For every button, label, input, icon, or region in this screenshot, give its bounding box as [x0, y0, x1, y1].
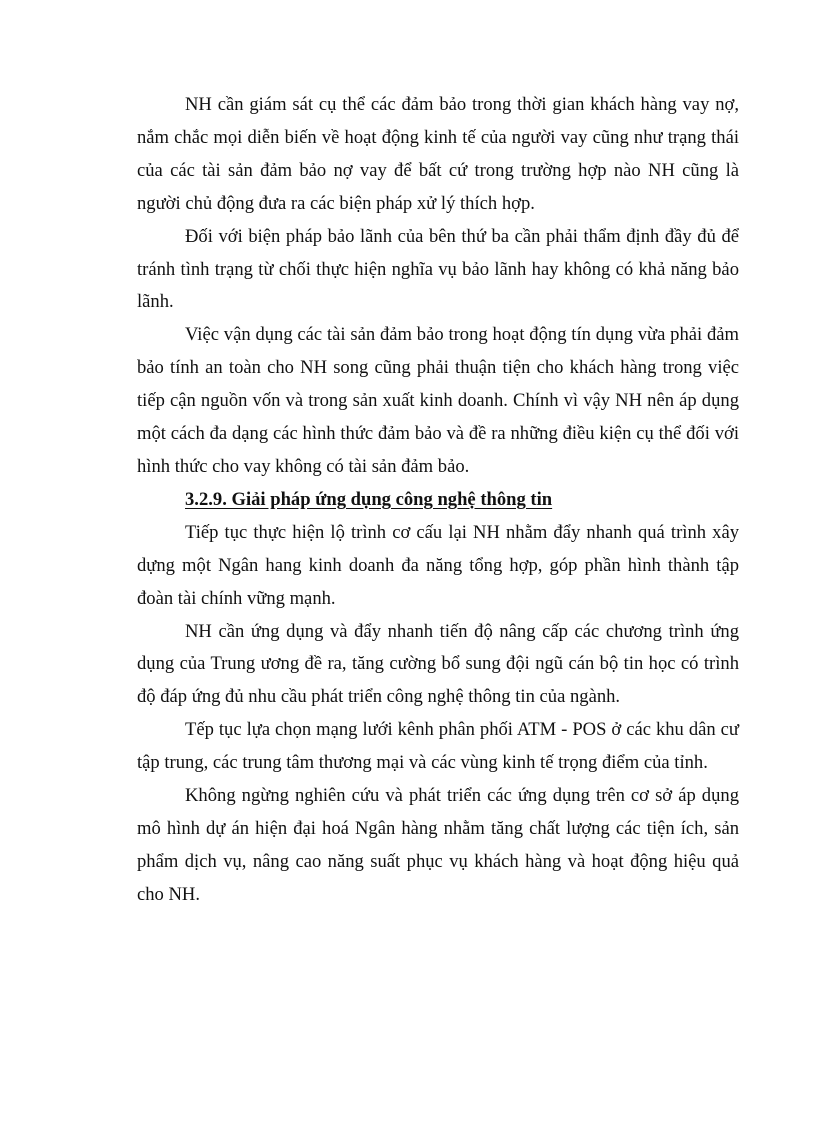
paragraph-collateral-supervision: NH cần giám sát cụ thể các đảm bảo trong thời gian khách hàng vay nợ, nắm chắc mọi diễn biến về hoạt động kinh tế của người vay cũng như trạng thái của các tài sản đảm bảo nợ vay để bất cứ trong trường hợp nào NH cũng là người chủ động đưa ra các biện pháp xử lý thích hợp. [137, 94, 739, 214]
paragraph-collateral-application: Việc vận dụng các tài sản đảm bảo trong hoạt động tín dụng vừa phải đảm bảo tính an toàn cho NH song cũng phải thuận tiện cho khách hàng trong việc tiếp cận nguồn vốn và trong sản xuất kinh doanh. Chính vì vậy NH nên áp dụng một cách đa dạng các hình thức đảm bảo và đề ra những điều kiện cụ thể đối với hình thức cho vay không có tài sản đảm bảo. [137, 324, 739, 477]
paragraph-third-party-guarantee: Đối với biện pháp bảo lãnh của bên thứ ba cần phải thẩm định đầy đủ để tránh tình trạng từ chối thực hiện nghĩa vụ bảo lãnh hay không có khả năng bảo lãnh. [137, 225, 739, 313]
paragraph-restructuring: Tiếp tục thực hiện lộ trình cơ cấu lại NH nhằm đẩy nhanh quá trình xây dựng một Ngân hang kinh doanh đa năng tổng hợp, góp phần hình thành tập đoàn tài chính vững mạnh. [137, 521, 739, 609]
document-body [137, 89, 739, 912]
paragraph-upgrade-programs: NH cần ứng dụng và đẩy nhanh tiến độ nâng cấp các chương trình ứng dụng của Trung ương đề ra, tăng cường bổ sung đội ngũ cán bộ tin học có trình độ đáp ứng đủ nhu cầu phát triển công nghệ thông tin của ngành. [137, 620, 739, 708]
paragraph-modernization: Không ngừng nghiên cứu và phát triển các ứng dụng trên cơ sở áp dụng mô hình dự án hiện đại hoá Ngân hàng nhằm tăng chất lượng các tiện ích, sản phẩm dịch vụ, nâng cao năng suất phục vụ khách hàng và hoạt động hiệu quả cho NH. [137, 785, 739, 905]
paragraph-atm-pos-network: Tếp tục lựa chọn mạng lưới kênh phân phối ATM - POS ở các khu dân cư tập trung, các trung tâm thương mại và các vùng kinh tế trọng điểm của tỉnh. [137, 719, 739, 774]
section-heading: 3.2.9. Giải pháp ứng dụng công nghệ thông tin [185, 488, 553, 510]
